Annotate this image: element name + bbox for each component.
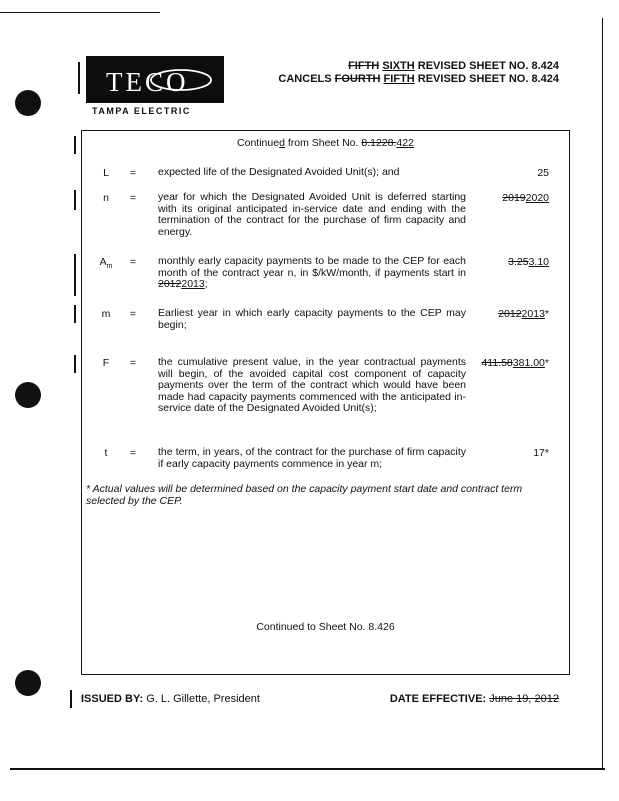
header-new: FIFTH: [383, 73, 415, 85]
footnote: * Actual values will be determined based on the capacity payment start date and contract term selected by the CEP.: [86, 483, 523, 507]
variable-description: the term, in years, of the contract for the purchase of firm capacity if early capacity payments commence in year m;: [158, 446, 466, 470]
variable-description: Earliest year in which early capacity payments to the CEP may begin;: [158, 307, 466, 331]
variable-label: n: [103, 192, 109, 204]
issued-value: G. L. Gillette, President: [146, 693, 260, 705]
header-new: SIXTH: [382, 60, 415, 72]
header-struck: FIFTH: [348, 60, 380, 72]
variable-description: monthly early capacity payments to be made to the CEP for each month of the contract year n, in $/kW/month, if payments start in 20122013;: [158, 255, 466, 290]
header-rest: REVISED SHEET NO. 8.424: [417, 73, 559, 85]
revision-bar: [70, 690, 72, 708]
variable-value: 25: [537, 167, 549, 179]
equals-sign: =: [129, 308, 137, 320]
variable-description: year for which the Designated Avoided Unit is deferred starting with its original anticipated in-service date and ending with the termination of the contract for the purchase of firm capacity and energy.: [158, 191, 466, 238]
variable-label: $A_m$: [99, 256, 113, 271]
revision-bar: [74, 305, 76, 323]
equals-sign: =: [129, 447, 137, 459]
issued-label: ISSUED BY:: [81, 693, 144, 705]
header-cancels: CANCELS: [278, 73, 332, 85]
punch-hole-bottom: [15, 670, 41, 696]
variable-value: 411.58381.00*: [481, 357, 549, 369]
revision-bar: [74, 355, 76, 373]
variable-value: 20192020: [502, 192, 549, 204]
equals-sign: =: [129, 357, 137, 369]
continued-to: Continued to Sheet No. 8.426: [256, 621, 395, 633]
revision-bar: [78, 62, 80, 94]
variable-description: the cumulative present value, in the year contractual payments will begin, of the avoided capital cost component of capacity payments over the term of the contract which would have been made had capacity payments commenced with the anticipated in-service date of the Designated Avoided Unit(s);: [158, 356, 466, 414]
variable-label: t: [104, 447, 108, 459]
revision-bar: [74, 254, 76, 296]
equals-sign: =: [129, 192, 137, 204]
revision-bar: [74, 190, 76, 210]
logo-name: TECO: [106, 67, 189, 97]
continued-from: Continued from Sheet No. 8.1228.422: [237, 137, 414, 149]
date-value: June 19, 2012: [489, 693, 559, 705]
variable-label: L: [103, 167, 109, 179]
punch-hole-top: [15, 90, 41, 116]
variable-label: F: [102, 357, 110, 369]
bottom-rule: [10, 768, 605, 770]
variable-value: 20122013*: [498, 308, 549, 320]
issued-by: [81, 693, 260, 705]
variable-description: expected life of the Designated Avoided Unit(s); and: [158, 166, 400, 178]
variable-label: m: [101, 308, 111, 320]
sheet-header-line2: [278, 73, 559, 85]
equals-sign: =: [129, 167, 137, 179]
logo-subtitle: TAMPA ELECTRIC: [92, 106, 191, 116]
variable-value: 3.253.10: [508, 256, 549, 268]
header-struck: FOURTH: [334, 73, 381, 85]
content-box: [81, 130, 570, 675]
variable-value: 17*: [533, 447, 549, 459]
header-rest: REVISED SHEET NO. 8.424: [417, 60, 559, 72]
right-edge: [602, 18, 603, 768]
top-rule: [0, 12, 160, 13]
date-label: DATE EFFECTIVE:: [389, 693, 487, 705]
revision-bar: [74, 136, 76, 154]
date-effective: [390, 693, 559, 705]
sheet-header-line1: [348, 60, 559, 72]
punch-hole-middle: [15, 382, 41, 408]
equals-sign: =: [129, 256, 137, 268]
teco-logo: [86, 56, 224, 103]
